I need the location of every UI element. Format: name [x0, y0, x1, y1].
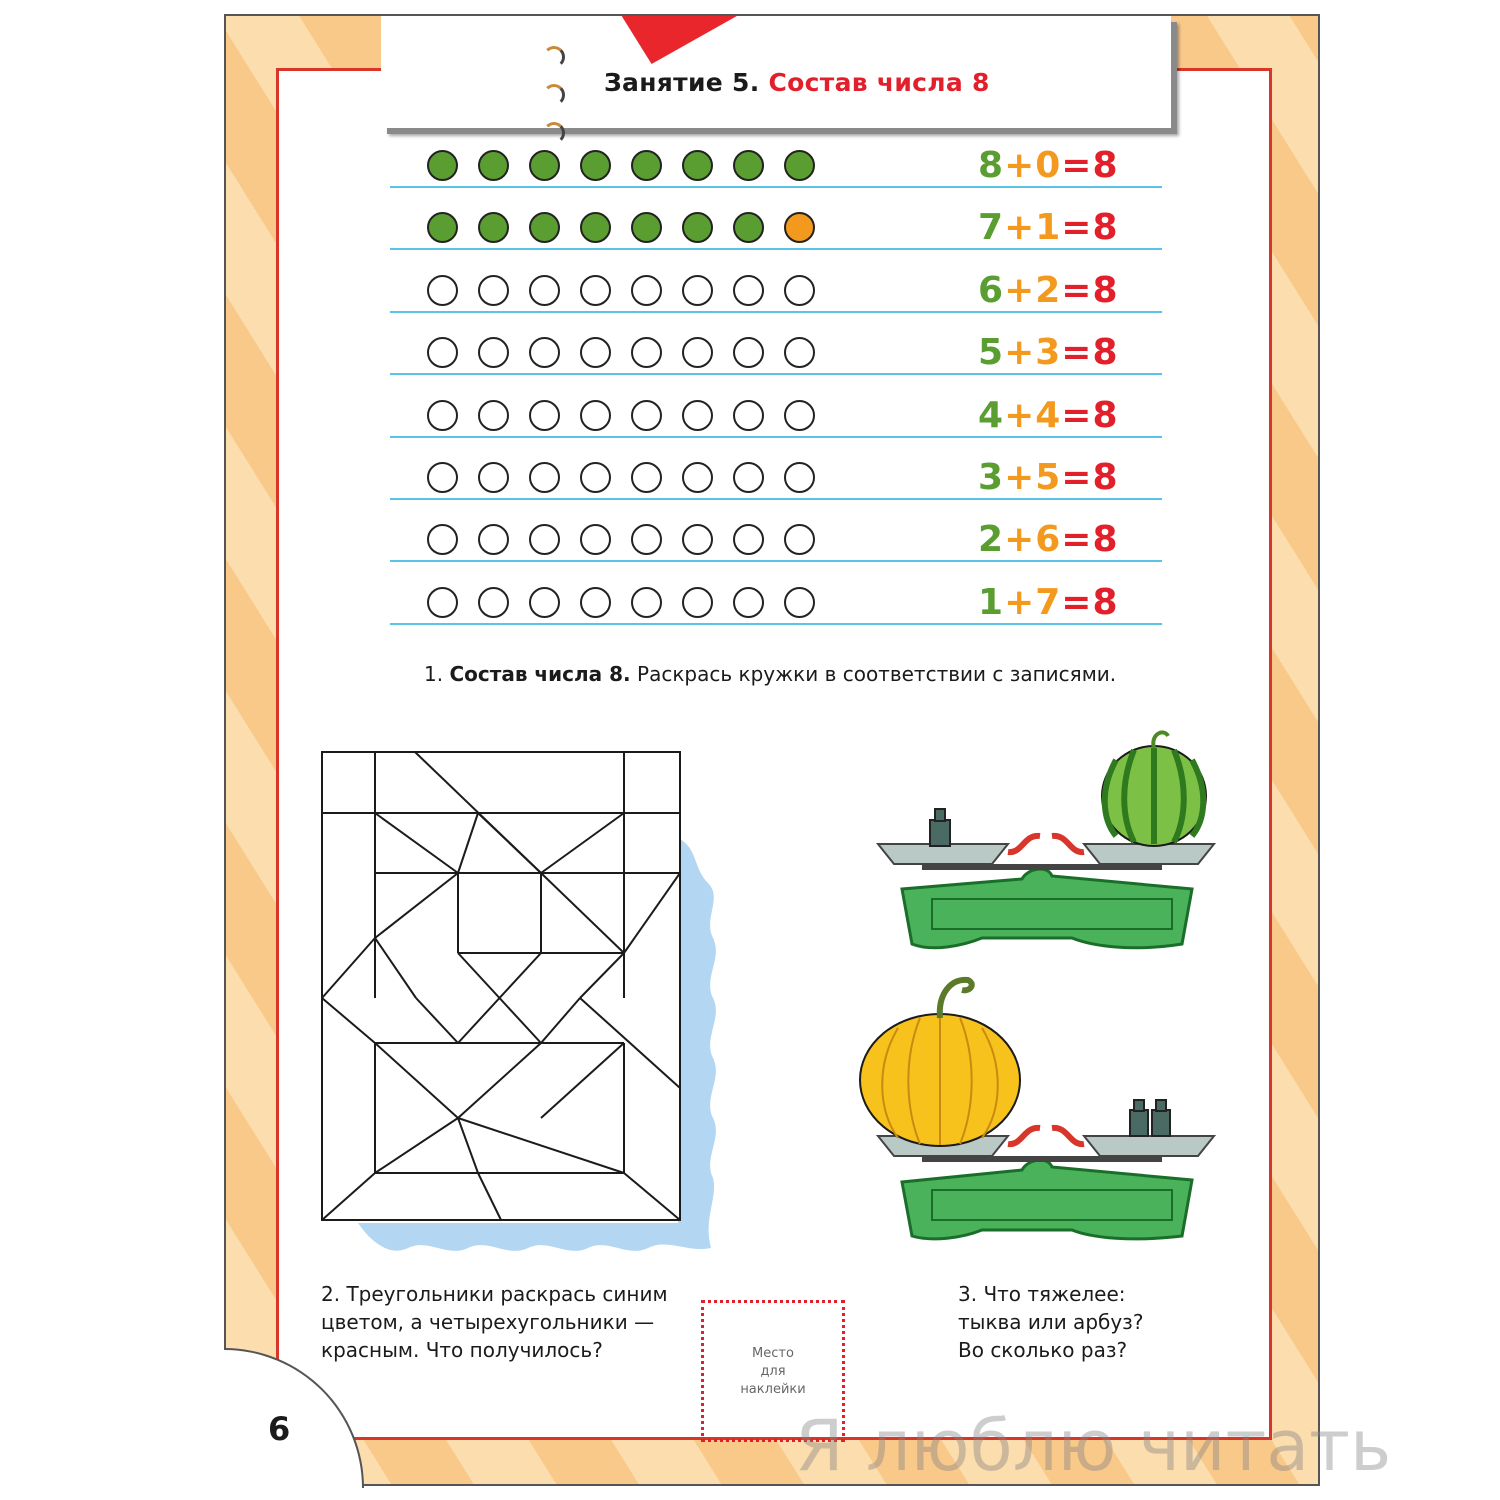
task-1-number: 1.: [424, 662, 444, 686]
scale-with-watermelon: [872, 724, 1232, 954]
pointer-left: [1008, 1128, 1040, 1144]
counting-circle[interactable]: [733, 337, 764, 368]
equation-addend-b: 2: [1035, 269, 1062, 311]
equation-equals: =: [1061, 457, 1093, 498]
scale-base: [902, 1160, 1192, 1239]
counting-circle[interactable]: [427, 275, 458, 306]
counting-circle[interactable]: [784, 462, 815, 493]
equation-equals: =: [1061, 145, 1093, 186]
weight-icon: [1130, 1110, 1148, 1136]
row-underline: [390, 311, 1162, 313]
equation-plus: +: [1004, 457, 1036, 498]
equation-addend-b: 1: [1035, 207, 1062, 249]
bookmark-ribbon: [592, 14, 741, 64]
sticker-line: Место: [752, 1346, 794, 1361]
equation: [978, 582, 1119, 623]
equation-equals: =: [1061, 394, 1093, 436]
ring-icon: [543, 84, 565, 106]
sticker-line: для: [760, 1364, 786, 1379]
equation-addend-a: 3: [978, 457, 1005, 498]
equation-addend-b: 3: [1035, 332, 1062, 374]
task-1-instruction: [424, 662, 1116, 686]
equation-addend-a: 8: [978, 145, 1005, 186]
equation-addend-b: 5: [1035, 457, 1062, 498]
task-3-line: тыква или арбуз?: [958, 1310, 1144, 1334]
counting-circle[interactable]: [733, 462, 764, 493]
counting-circle[interactable]: [580, 587, 611, 618]
task-1-bold: Состав числа 8.: [449, 662, 631, 686]
equation-equals: =: [1061, 269, 1093, 311]
counting-circle[interactable]: [784, 150, 815, 181]
row-underline: [390, 373, 1162, 375]
task-1-text: Раскрась кружки в соответствии с записями.: [637, 662, 1117, 686]
counting-circle[interactable]: [733, 400, 764, 431]
equation-equals: =: [1061, 519, 1093, 561]
counting-circle[interactable]: [631, 150, 662, 181]
counting-circle[interactable]: [784, 337, 815, 368]
equation: [978, 145, 1119, 186]
ring-icon: [543, 46, 565, 68]
counting-circle[interactable]: [427, 337, 458, 368]
equation-addend-a: 6: [978, 269, 1005, 311]
equation-plus: +: [1004, 145, 1036, 186]
equation-addend-a: 7: [978, 207, 1005, 249]
counting-circle[interactable]: [478, 337, 509, 368]
equation-addend-a: 5: [978, 332, 1005, 374]
counting-circle[interactable]: [631, 275, 662, 306]
counting-circle[interactable]: [580, 275, 611, 306]
sticker-line: наклейки: [740, 1382, 806, 1397]
counting-circle[interactable]: [478, 275, 509, 306]
counting-circle[interactable]: [529, 400, 560, 431]
equation-plus: +: [1004, 581, 1036, 623]
counting-circle[interactable]: [529, 150, 560, 181]
task-3-line: Во сколько раз?: [958, 1338, 1128, 1362]
weight-knob: [1156, 1100, 1166, 1111]
ring-icon: [543, 122, 565, 144]
watermark: Я люблю читать: [795, 1405, 1392, 1487]
counting-circle[interactable]: [427, 400, 458, 431]
equation-sum: 8: [1092, 269, 1119, 311]
pointer-right: [1052, 836, 1084, 852]
counting-circle[interactable]: [427, 150, 458, 181]
shape-puzzle[interactable]: [318, 748, 718, 1268]
counting-circle[interactable]: [784, 275, 815, 306]
counting-circle[interactable]: [529, 587, 560, 618]
equation-plus: +: [1004, 394, 1036, 436]
equation-addend-b: 0: [1035, 145, 1062, 186]
equation-equals: =: [1061, 581, 1093, 623]
equation-addend-a: 4: [978, 394, 1005, 436]
equation-plus: +: [1004, 519, 1036, 561]
equation-plus: +: [1004, 269, 1036, 311]
row-underline: [390, 498, 1162, 500]
scale-with-pumpkin: [858, 970, 1218, 1240]
right-pan: [1084, 1136, 1214, 1156]
counting-circle[interactable]: [427, 587, 458, 618]
counting-circle[interactable]: [682, 337, 713, 368]
equation: [978, 519, 1119, 560]
row-underline: [390, 186, 1162, 188]
weight-knob: [1134, 1100, 1144, 1111]
counting-circle[interactable]: [529, 337, 560, 368]
equation-sum: 8: [1092, 207, 1119, 249]
counting-circle[interactable]: [529, 462, 560, 493]
equation: [978, 457, 1119, 498]
task-3-line: 3. Что тяжелее:: [958, 1282, 1126, 1306]
counting-circle[interactable]: [580, 462, 611, 493]
counting-circle[interactable]: [682, 400, 713, 431]
equation: [978, 395, 1119, 436]
equation-sum: 8: [1092, 332, 1119, 374]
equation: [978, 270, 1119, 311]
row-underline: [390, 248, 1162, 250]
counting-circle[interactable]: [682, 275, 713, 306]
page-title: [604, 68, 990, 97]
equation-addend-b: 7: [1035, 581, 1062, 623]
equation-sum: 8: [1092, 394, 1119, 436]
row-underline: [390, 560, 1162, 562]
task-3-instruction: [958, 1280, 1178, 1364]
page-number: 6: [268, 1410, 291, 1448]
counting-circle[interactable]: [631, 462, 662, 493]
pointer-left: [1008, 836, 1040, 852]
counting-circle[interactable]: [580, 337, 611, 368]
counting-circle[interactable]: [478, 587, 509, 618]
pumpkin-stem: [940, 980, 972, 1018]
counting-circle[interactable]: [682, 587, 713, 618]
counting-circle[interactable]: [478, 150, 509, 181]
counting-circle[interactable]: [631, 587, 662, 618]
lesson-number: Занятие 5.: [604, 68, 760, 97]
counting-circle[interactable]: [682, 150, 713, 181]
equation: [978, 207, 1119, 248]
counting-circle[interactable]: [682, 462, 713, 493]
notebook-rings: [543, 46, 565, 160]
counting-circle[interactable]: [427, 462, 458, 493]
counting-circle[interactable]: [784, 400, 815, 431]
equation-plus: +: [1004, 332, 1036, 374]
weight-icon: [930, 820, 950, 846]
counting-circle[interactable]: [733, 587, 764, 618]
equation-equals: =: [1061, 332, 1093, 374]
counting-circle[interactable]: [478, 462, 509, 493]
counting-circle[interactable]: [631, 337, 662, 368]
row-underline: [390, 623, 1162, 625]
sticker-label: [704, 1345, 842, 1399]
equation-sum: 8: [1092, 581, 1119, 623]
task-2-instruction: 2. Треугольники раскрась синим цветом, а четырехугольники — красным. Что получилось?: [321, 1282, 668, 1362]
counting-circle[interactable]: [733, 275, 764, 306]
equation-addend-b: 6: [1035, 519, 1062, 561]
lesson-topic: Состав числа 8: [768, 68, 990, 97]
weight-icon: [1152, 1110, 1170, 1136]
counting-circle[interactable]: [631, 400, 662, 431]
counting-circle[interactable]: [580, 150, 611, 181]
weight-knob: [935, 809, 945, 821]
counting-circle[interactable]: [478, 400, 509, 431]
counting-circle[interactable]: [784, 587, 815, 618]
equation-addend-a: 2: [978, 519, 1005, 561]
equation-sum: 8: [1092, 145, 1119, 186]
row-underline: [390, 436, 1162, 438]
pointer-right: [1052, 1128, 1084, 1144]
counting-circle[interactable]: [529, 275, 560, 306]
right-pan: [1084, 844, 1214, 864]
equation-sum: 8: [1092, 519, 1119, 561]
equation-plus: +: [1004, 207, 1036, 249]
equation-addend-a: 1: [978, 581, 1005, 623]
equation-equals: =: [1061, 207, 1093, 249]
equation-addend-b: 4: [1035, 394, 1062, 436]
counting-circle[interactable]: [733, 150, 764, 181]
equation: [978, 332, 1119, 373]
scale-base: [902, 869, 1192, 948]
equation-sum: 8: [1092, 457, 1119, 498]
counting-circle[interactable]: [580, 400, 611, 431]
